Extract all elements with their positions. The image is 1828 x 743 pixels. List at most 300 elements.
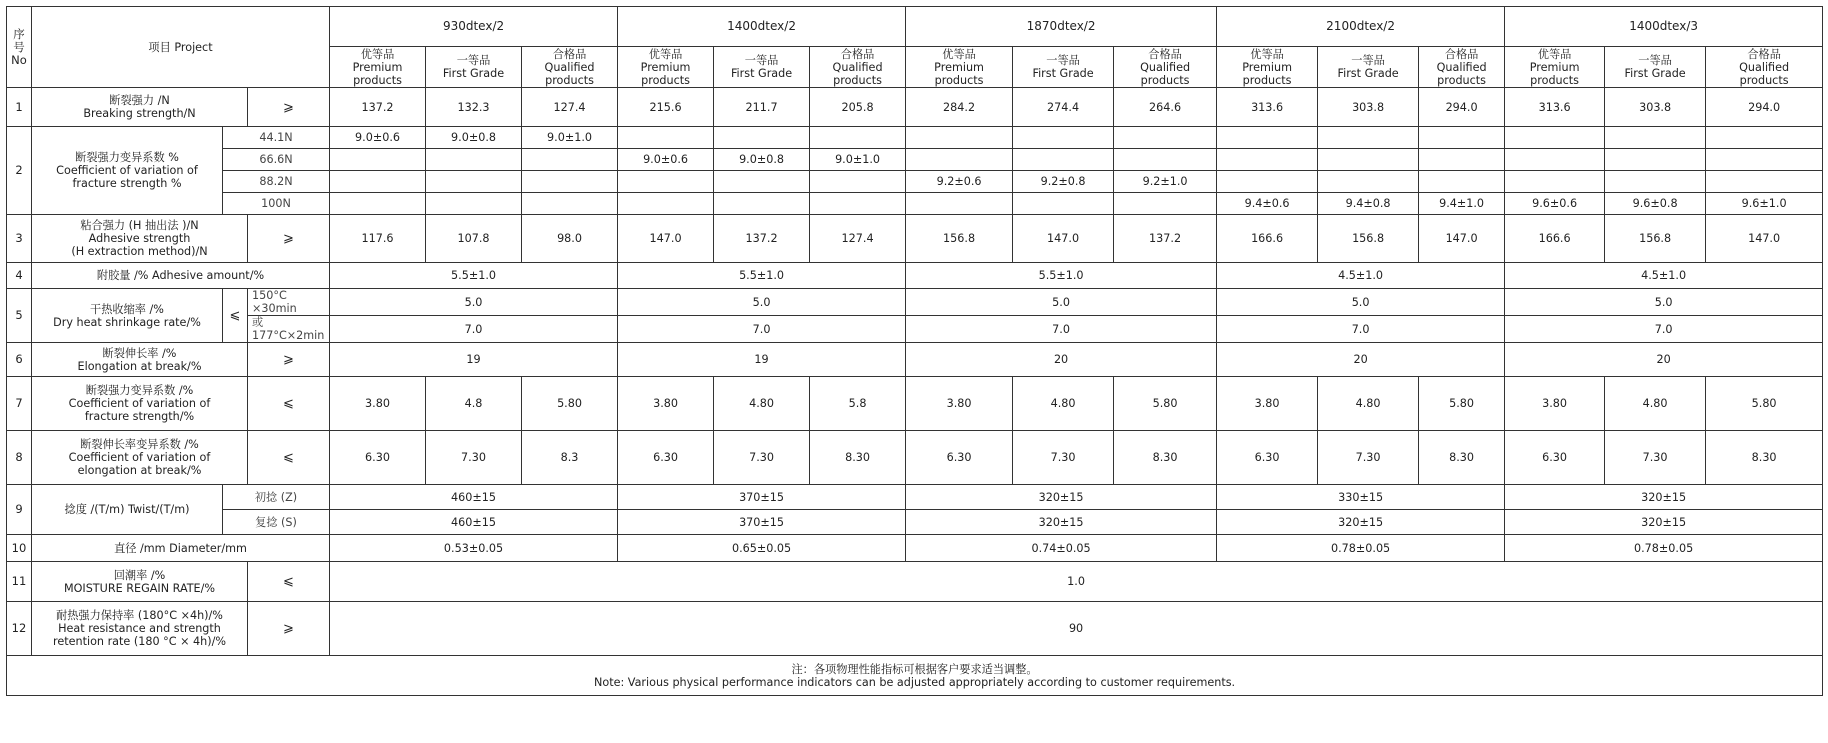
grade-label-line: First Grade — [442, 67, 505, 80]
value-cell — [1217, 171, 1318, 193]
row-cv-fracture-88n — [7, 171, 1823, 193]
value-cell: 20 — [906, 343, 1217, 377]
value-cell — [1706, 127, 1823, 149]
grade-label-line: products — [1530, 73, 1580, 87]
value-cell — [1605, 171, 1706, 193]
value-cell: 0.65±0.05 — [618, 535, 906, 562]
value-cell: 5.5±1.0 — [618, 263, 906, 289]
value-cell: 320±15 — [1217, 510, 1505, 535]
value-cell: 294.0 — [1419, 88, 1505, 127]
label-cn: 断裂强力变异系数 % — [75, 151, 179, 164]
row-no: 10 — [7, 535, 32, 562]
grade-label-line: Premium — [352, 60, 403, 74]
grade-premium-header — [1217, 47, 1318, 88]
value-cell — [1013, 149, 1114, 171]
value-cell — [1013, 193, 1114, 215]
value-cell — [426, 193, 522, 215]
sub-label: 150°C ×30min — [248, 289, 330, 316]
header-project-cell: 项目 Project — [32, 7, 330, 88]
row-no: 9 — [7, 485, 32, 535]
value-cell — [1318, 149, 1419, 171]
value-cell: 137.2 — [714, 215, 810, 263]
grade-label-line: 一等品 — [456, 54, 491, 67]
value-cell: 156.8 — [906, 215, 1013, 263]
value-cell: 132.3 — [426, 88, 522, 127]
value-cell: 320±15 — [1505, 485, 1823, 510]
value-cell: 8.30 — [1114, 431, 1217, 485]
value-cell — [714, 127, 810, 149]
value-cell: 147.0 — [618, 215, 714, 263]
sub-label: 88.2N — [223, 171, 330, 193]
value-cell: 5.0 — [906, 289, 1217, 316]
grade-qualified-header — [810, 47, 906, 88]
value-cell — [1217, 127, 1318, 149]
value-cell: 7.30 — [1318, 431, 1419, 485]
value-cell: 274.4 — [1013, 88, 1114, 127]
spec-table — [6, 6, 1823, 696]
row-no: 7 — [7, 377, 32, 431]
sub-label: 复捻 (S) — [223, 510, 330, 535]
spec-header-1400x2: 1400dtex/2 — [618, 7, 906, 47]
compare-symbol: ⩽ — [248, 377, 330, 431]
grade-premium-header — [1505, 47, 1605, 88]
grade-label-line: Qualified — [1436, 60, 1487, 74]
value-cell: 330±15 — [1217, 485, 1505, 510]
value-cell — [618, 193, 714, 215]
grade-label-line: products — [934, 73, 984, 87]
value-cell: 5.8 — [810, 377, 906, 431]
grade-label-line: products — [641, 73, 690, 87]
value-cell: 320±15 — [1505, 510, 1823, 535]
grade-label-line: products — [1739, 73, 1789, 87]
grade-label-line: Qualified — [544, 60, 595, 74]
label-en-2: retention rate (180 °C × 4h)/% — [52, 635, 226, 648]
value-cell: 460±15 — [330, 485, 618, 510]
row-heat-resistance — [7, 602, 1823, 656]
value-cell: 19 — [330, 343, 618, 377]
value-cell: 9.4±1.0 — [1419, 193, 1505, 215]
grade-label-line: 一等品 — [1046, 54, 1080, 67]
label-cn: 回潮率 /% — [113, 568, 166, 582]
label-en-2: fracture strength/% — [84, 410, 195, 423]
label-en: Breaking strength/N — [83, 107, 196, 120]
grade-label-line: products — [833, 73, 882, 87]
row-label — [32, 127, 223, 215]
value-cell — [1706, 149, 1823, 171]
value-cell — [618, 171, 714, 193]
value-cell: 9.6±0.8 — [1605, 193, 1706, 215]
row-no: 2 — [7, 127, 32, 215]
value-cell — [906, 149, 1013, 171]
value-cell — [1419, 171, 1505, 193]
grade-label-line: 合格品 — [1444, 47, 1479, 61]
compare-symbol: ⩽ — [223, 289, 248, 343]
value-cell: 147.0 — [1419, 215, 1505, 263]
value-cell: 20 — [1217, 343, 1505, 377]
value-cell — [1217, 149, 1318, 171]
label-en-2: (H extraction method)/N — [71, 245, 208, 258]
spec-header-930: 930dtex/2 — [330, 7, 618, 47]
label-cn: 断裂强力 /N — [109, 94, 170, 107]
value-cell — [1505, 171, 1605, 193]
row-no: 5 — [7, 289, 32, 343]
sub-label: 或177°C×2min — [248, 316, 330, 343]
value-cell: 313.6 — [1217, 88, 1318, 127]
value-cell: 5.0 — [1505, 289, 1823, 316]
value-cell: 6.30 — [330, 431, 426, 485]
value-cell: 7.30 — [426, 431, 522, 485]
grade-qualified-header — [1114, 47, 1217, 88]
value-cell: 3.80 — [906, 377, 1013, 431]
row-cv-elongation — [7, 431, 1823, 485]
value-cell: 7.0 — [330, 316, 618, 343]
grade-label-line: Premium — [934, 60, 984, 74]
value-cell: 9.4±0.8 — [1318, 193, 1419, 215]
value-cell: 20 — [1505, 343, 1823, 377]
value-cell: 5.0 — [330, 289, 618, 316]
note-row — [7, 656, 1823, 696]
value-cell: 370±15 — [618, 510, 906, 535]
row-twist-ply — [7, 510, 1823, 535]
value-cell: 7.30 — [1605, 431, 1706, 485]
value-cell — [1114, 149, 1217, 171]
value-cell: 215.6 — [618, 88, 714, 127]
value-cell: 9.2±0.6 — [906, 171, 1013, 193]
row-label — [32, 602, 248, 656]
value-cell: 4.5±1.0 — [1217, 263, 1505, 289]
value-cell: 6.30 — [1217, 431, 1318, 485]
row-no: 3 — [7, 215, 32, 263]
row-label — [32, 562, 248, 602]
row-no: 6 — [7, 343, 32, 377]
value-cell: 8.3 — [522, 431, 618, 485]
value-cell: 211.7 — [714, 88, 810, 127]
value-cell: 9.0±1.0 — [810, 149, 906, 171]
value-cell: 7.0 — [1505, 316, 1823, 343]
grade-first-header — [1013, 47, 1114, 88]
grade-first-header — [714, 47, 810, 88]
grade-label-line: First Grade — [1624, 67, 1686, 80]
row-cv-fracture-44n — [7, 127, 1823, 149]
value-cell: 320±15 — [906, 510, 1217, 535]
value-cell: 5.80 — [1706, 377, 1823, 431]
value-cell: 4.8 — [426, 377, 522, 431]
value-cell: 107.8 — [426, 215, 522, 263]
label-cn: 耐热强力保持率 (180°C ×4h)/% — [56, 609, 223, 622]
spec-header-1400x3: 1400dtex/3 — [1505, 7, 1823, 47]
value-cell: 9.0±0.6 — [618, 149, 714, 171]
label-en-2: fracture strength % — [72, 177, 182, 190]
label-en-2: elongation at break/% — [77, 464, 202, 477]
value-cell: 0.78±0.05 — [1217, 535, 1505, 562]
row-no: 11 — [7, 562, 32, 602]
row-moisture-regain — [7, 562, 1823, 602]
value-cell: 4.5±1.0 — [1505, 263, 1823, 289]
grade-label-line: Qualified — [1140, 60, 1191, 74]
value-cell: 7.0 — [618, 316, 906, 343]
row-no: 12 — [7, 602, 32, 656]
value-cell — [522, 193, 618, 215]
grade-label-line: 合格品 — [1747, 47, 1781, 61]
value-cell: 4.80 — [714, 377, 810, 431]
value-cell: 3.80 — [1505, 377, 1605, 431]
value-cell — [1605, 127, 1706, 149]
label-en-1: Adhesive strength — [88, 232, 191, 245]
value-cell: 90 — [330, 602, 1823, 656]
value-cell: 7.30 — [1013, 431, 1114, 485]
value-cell: 156.8 — [1605, 215, 1706, 263]
value-cell: 264.6 — [1114, 88, 1217, 127]
compare-symbol: ⩾ — [248, 343, 330, 377]
value-cell: 166.6 — [1505, 215, 1605, 263]
row-no: 8 — [7, 431, 32, 485]
label-cn: 断裂强力变异系数 /% — [85, 384, 194, 397]
value-cell — [522, 149, 618, 171]
label-cn: 断裂伸长率 /% — [102, 346, 177, 360]
row-cv-fracture-strength — [7, 377, 1823, 431]
value-cell: 9.4±0.6 — [1217, 193, 1318, 215]
value-cell: 4.80 — [1013, 377, 1114, 431]
value-cell: 9.6±1.0 — [1706, 193, 1823, 215]
label-en-1: Coefficient of variation of — [68, 451, 211, 464]
value-cell: 5.5±1.0 — [906, 263, 1217, 289]
no-label-cn1: 序 — [13, 26, 25, 41]
row-breaking-strength — [7, 88, 1823, 127]
value-cell: 137.2 — [330, 88, 426, 127]
value-cell — [714, 193, 810, 215]
value-cell: 127.4 — [810, 215, 906, 263]
grade-first-header — [1318, 47, 1419, 88]
value-cell — [714, 171, 810, 193]
label-en: Elongation at break/% — [77, 359, 202, 373]
label-cn: 断裂伸长率变异系数 /% — [80, 438, 199, 451]
value-cell — [1605, 149, 1706, 171]
grade-label-line: 优等品 — [648, 47, 683, 61]
grade-label-line: products — [1140, 73, 1190, 87]
row-label: 直径 /mm Diameter/mm — [32, 535, 330, 562]
value-cell: 0.78±0.05 — [1505, 535, 1823, 562]
label-en: MOISTURE REGAIN RATE/% — [63, 581, 216, 595]
value-cell — [426, 171, 522, 193]
value-cell: 5.80 — [1419, 377, 1505, 431]
grade-label-line: First Grade — [1032, 67, 1094, 80]
row-cv-fracture-66n — [7, 149, 1823, 171]
grade-label-line: Premium — [640, 60, 691, 74]
grade-qualified-header — [522, 47, 618, 88]
no-label-en: No — [11, 52, 27, 67]
value-cell: 294.0 — [1706, 88, 1823, 127]
value-cell: 8.30 — [1706, 431, 1823, 485]
value-cell: 370±15 — [618, 485, 906, 510]
value-cell — [810, 127, 906, 149]
row-elongation — [7, 343, 1823, 377]
value-cell: 4.80 — [1318, 377, 1419, 431]
label-cn: 粘合强力 (H 抽出法 )/N — [80, 219, 199, 232]
value-cell: 9.2±1.0 — [1114, 171, 1217, 193]
row-dry-heat-shrink-177 — [7, 316, 1823, 343]
row-dry-heat-shrink-150 — [7, 289, 1823, 316]
grade-label-line: Premium — [1242, 60, 1292, 74]
row-label — [32, 431, 248, 485]
grade-label-line: 合格品 — [840, 47, 875, 61]
compare-symbol: ⩾ — [248, 215, 330, 263]
row-label — [32, 88, 248, 127]
value-cell: 147.0 — [1706, 215, 1823, 263]
value-cell: 0.74±0.05 — [906, 535, 1217, 562]
value-cell: 460±15 — [330, 510, 618, 535]
value-cell: 166.6 — [1217, 215, 1318, 263]
value-cell: 5.0 — [1217, 289, 1505, 316]
value-cell — [1013, 127, 1114, 149]
sub-label: 100N — [223, 193, 330, 215]
value-cell — [810, 171, 906, 193]
value-cell: 303.8 — [1318, 88, 1419, 127]
value-cell — [1706, 171, 1823, 193]
grade-qualified-header — [1419, 47, 1505, 88]
sub-label: 44.1N — [223, 127, 330, 149]
grade-label-line: products — [545, 73, 594, 87]
value-cell — [330, 149, 426, 171]
value-cell — [1114, 193, 1217, 215]
value-cell: 3.80 — [330, 377, 426, 431]
compare-symbol: ⩽ — [248, 431, 330, 485]
value-cell — [1318, 127, 1419, 149]
row-label — [32, 215, 248, 263]
value-cell — [426, 149, 522, 171]
spec-table-container — [6, 6, 1822, 696]
value-cell: 98.0 — [522, 215, 618, 263]
value-cell: 9.6±0.6 — [1505, 193, 1605, 215]
note-cn: 注：各项物理性能指标可根据客户要求适当调整。 — [791, 662, 1038, 676]
label-en-1: Heat resistance and strength — [58, 622, 221, 635]
value-cell — [330, 193, 426, 215]
value-cell: 6.30 — [906, 431, 1013, 485]
note-en: Note: Various physical performance indicators can be adjusted appropriately according to customer requirements. — [593, 675, 1236, 689]
value-cell — [810, 193, 906, 215]
value-cell: 0.53±0.05 — [330, 535, 618, 562]
label-en: Dry heat shrinkage rate/% — [53, 315, 201, 329]
grade-premium-header — [330, 47, 426, 88]
grade-label-line: 优等品 — [942, 47, 976, 61]
label-cn: 干热收缩率 /% — [90, 302, 164, 316]
grade-label-line: 一等品 — [744, 54, 779, 67]
value-cell: 127.4 — [522, 88, 618, 127]
value-cell — [618, 127, 714, 149]
row-diameter — [7, 535, 1823, 562]
value-cell: 7.0 — [906, 316, 1217, 343]
value-cell: 3.80 — [618, 377, 714, 431]
value-cell: 5.0 — [618, 289, 906, 316]
value-cell: 1.0 — [330, 562, 1823, 602]
value-cell: 8.30 — [1419, 431, 1505, 485]
value-cell: 4.80 — [1605, 377, 1706, 431]
value-cell: 8.30 — [810, 431, 906, 485]
grade-label-line: products — [353, 73, 402, 87]
value-cell: 19 — [618, 343, 906, 377]
value-cell — [906, 193, 1013, 215]
compare-symbol: ⩾ — [248, 602, 330, 656]
grade-label-line: Qualified — [832, 60, 883, 74]
spec-header-2100: 2100dtex/2 — [1217, 7, 1505, 47]
value-cell: 9.0±0.8 — [426, 127, 522, 149]
grade-first-header — [426, 47, 522, 88]
value-cell: 9.0±1.0 — [522, 127, 618, 149]
value-cell: 9.2±0.8 — [1013, 171, 1114, 193]
value-cell — [1419, 127, 1505, 149]
grade-first-header — [1605, 47, 1706, 88]
row-label — [32, 377, 248, 431]
value-cell — [330, 171, 426, 193]
value-cell — [1114, 127, 1217, 149]
grade-label-line: 优等品 — [1537, 47, 1572, 61]
note-cell — [7, 656, 1823, 696]
row-no: 4 — [7, 263, 32, 289]
grade-label-line: products — [1437, 73, 1487, 87]
grade-label-line: 合格品 — [1148, 47, 1182, 61]
value-cell: 3.80 — [1217, 377, 1318, 431]
value-cell: 313.6 — [1505, 88, 1605, 127]
value-cell — [1318, 171, 1419, 193]
row-no: 1 — [7, 88, 32, 127]
value-cell: 303.8 — [1605, 88, 1706, 127]
header-row-specs — [7, 7, 1823, 47]
row-twist-initial — [7, 485, 1823, 510]
grade-label-line: 一等品 — [1638, 54, 1672, 67]
value-cell — [1505, 149, 1605, 171]
value-cell: 284.2 — [906, 88, 1013, 127]
label-en-1: Coefficient of variation of — [56, 164, 198, 177]
value-cell: 320±15 — [906, 485, 1217, 510]
grade-label-line: Premium — [1529, 60, 1580, 74]
row-label: 附胶量 /% Adhesive amount/% — [32, 263, 330, 289]
value-cell — [906, 127, 1013, 149]
row-label: 捻度 /(T/m) Twist/(T/m) — [32, 485, 223, 535]
grade-label-line: 合格品 — [552, 47, 587, 61]
grade-label-line: First Grade — [730, 67, 793, 80]
value-cell: 7.30 — [714, 431, 810, 485]
value-cell: 205.8 — [810, 88, 906, 127]
sub-label: 初捻 (Z) — [223, 485, 330, 510]
value-cell: 117.6 — [330, 215, 426, 263]
grade-qualified-header — [1706, 47, 1823, 88]
value-cell — [1419, 149, 1505, 171]
row-label — [32, 289, 223, 343]
value-cell: 6.30 — [1505, 431, 1605, 485]
value-cell: 5.5±1.0 — [330, 263, 618, 289]
grade-premium-header — [906, 47, 1013, 88]
grade-label-line: 优等品 — [360, 47, 395, 61]
grade-label-line: 一等品 — [1351, 54, 1385, 67]
sub-label: 66.6N — [223, 149, 330, 171]
row-cv-fracture-100n — [7, 193, 1823, 215]
grade-premium-header — [618, 47, 714, 88]
compare-symbol: ⩽ — [248, 562, 330, 602]
value-cell: 9.0±0.8 — [714, 149, 810, 171]
no-label-cn2: 号 — [13, 39, 25, 54]
grade-label-line: Qualified — [1739, 60, 1790, 74]
value-cell: 7.0 — [1217, 316, 1505, 343]
row-adhesive-strength — [7, 215, 1823, 263]
value-cell: 147.0 — [1013, 215, 1114, 263]
grade-label-line: products — [1242, 73, 1292, 87]
compare-symbol: ⩾ — [248, 88, 330, 127]
label-en-1: Coefficient of variation of — [68, 397, 211, 410]
grade-label-line: 优等品 — [1250, 47, 1284, 61]
value-cell: 5.80 — [1114, 377, 1217, 431]
value-cell: 137.2 — [1114, 215, 1217, 263]
value-cell: 5.80 — [522, 377, 618, 431]
value-cell: 6.30 — [618, 431, 714, 485]
